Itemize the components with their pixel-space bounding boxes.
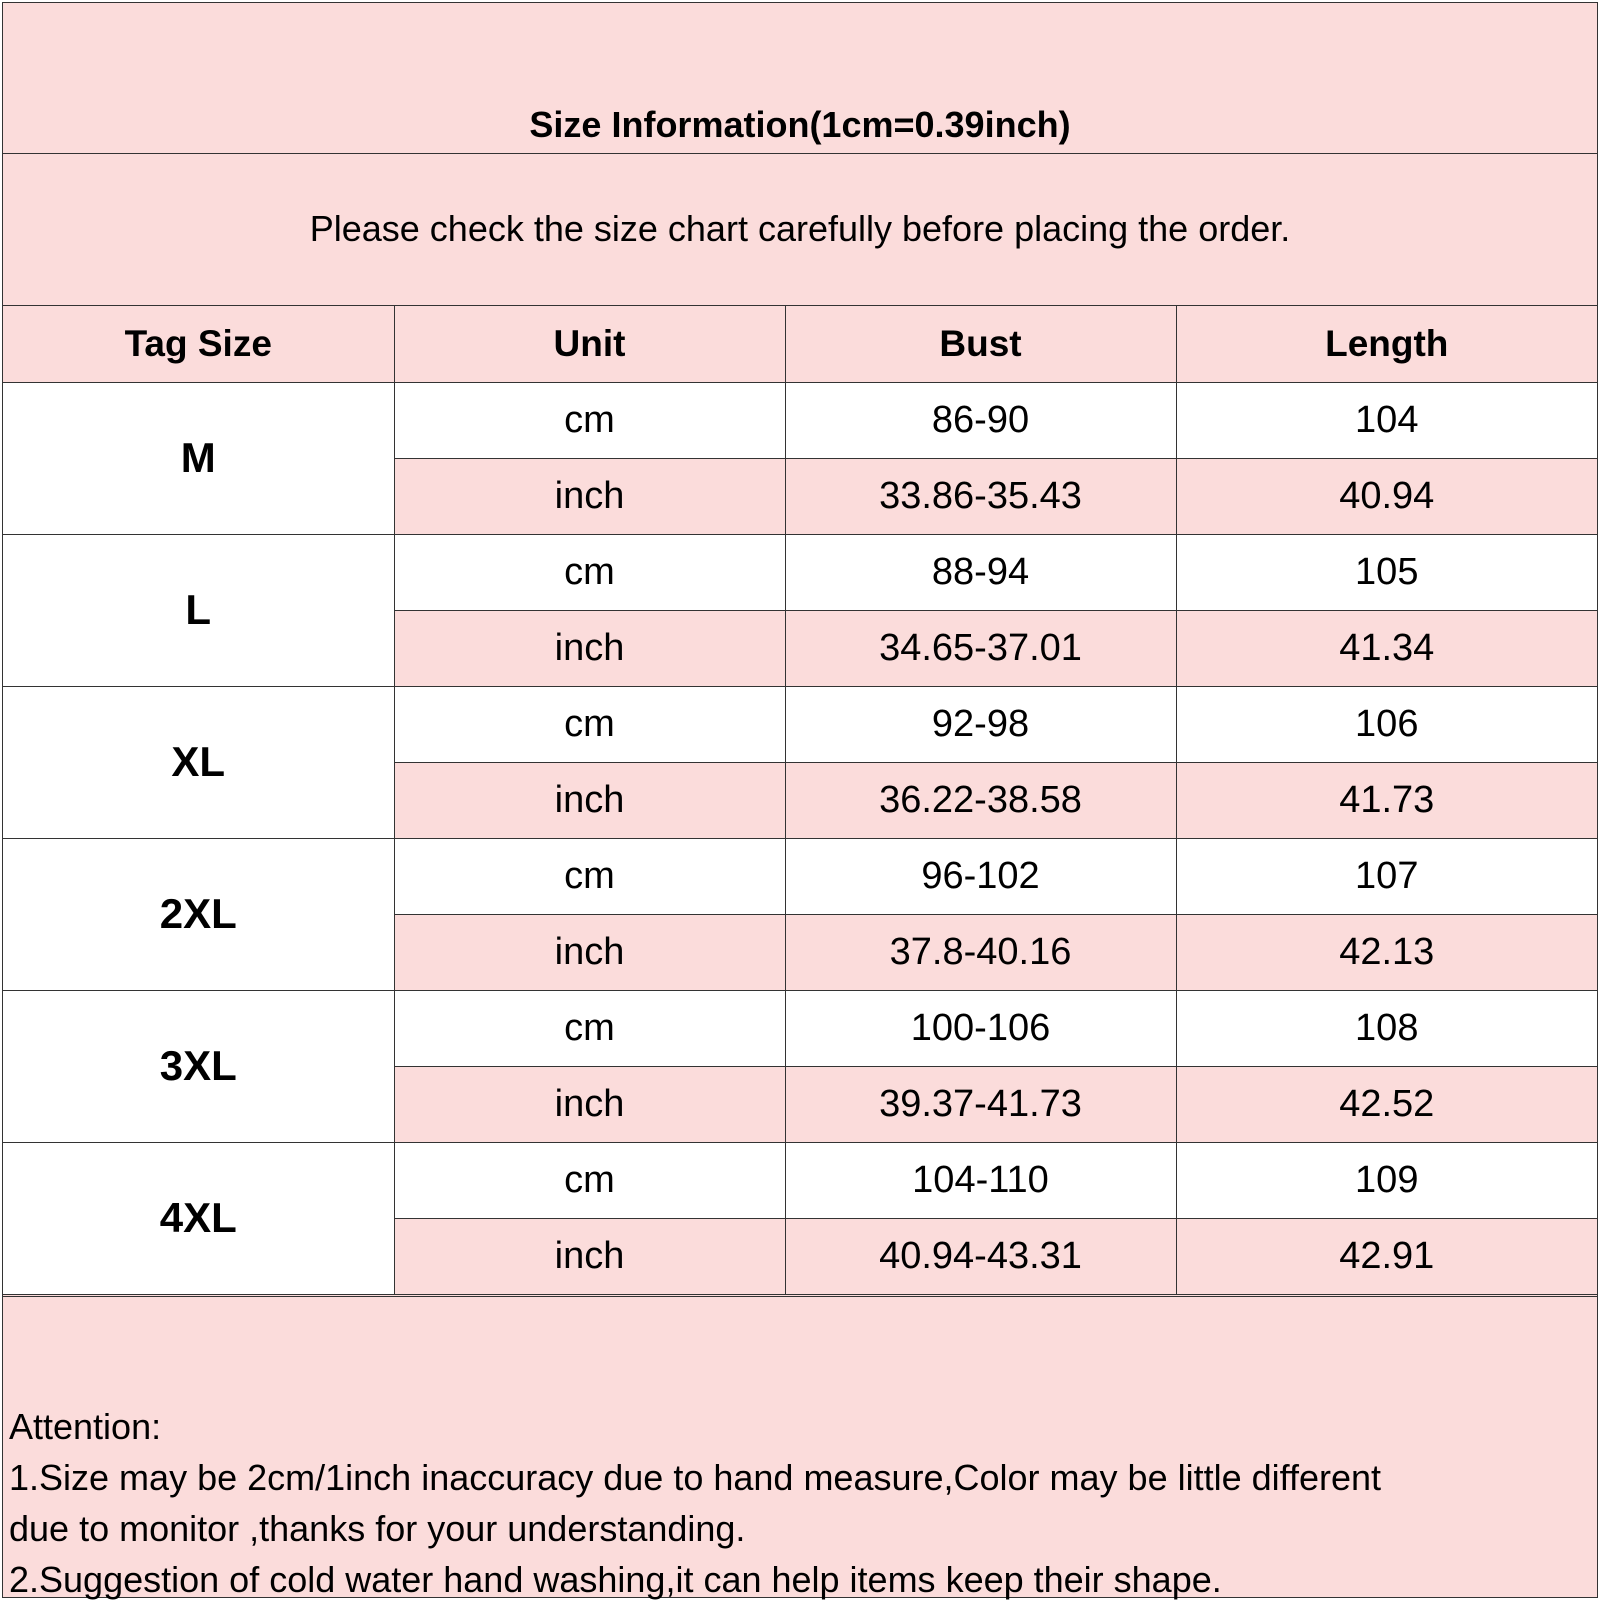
bust-cell: 39.37-41.73 — [785, 1066, 1176, 1142]
tag-size-cell: 3XL — [3, 990, 394, 1142]
unit-cell: inch — [394, 762, 785, 838]
length-cell: 108 — [1176, 990, 1597, 1066]
unit-cell: cm — [394, 838, 785, 914]
attention-notes — [9, 1401, 1589, 1605]
length-cell: 42.13 — [1176, 914, 1597, 990]
unit-cell: cm — [394, 990, 785, 1066]
bust-cell: 40.94-43.31 — [785, 1218, 1176, 1294]
attention-line-1a: 1.Size may be 2cm/1inch inaccuracy due to hand measure,Color may be little different — [9, 1457, 1382, 1498]
attention-heading: Attention: — [9, 1406, 162, 1447]
title-block — [3, 3, 1597, 154]
unit-cell: inch — [394, 914, 785, 990]
attention-line-1b: due to monitor ,thanks for your understanding. — [9, 1508, 746, 1549]
length-cell: 42.91 — [1176, 1218, 1597, 1294]
table-row — [3, 838, 1597, 914]
tag-size-cell: XL — [3, 686, 394, 838]
tag-size-cell: 2XL — [3, 838, 394, 990]
tag-size-cell: L — [3, 534, 394, 686]
bust-cell: 104-110 — [785, 1142, 1176, 1218]
bust-cell: 33.86-35.43 — [785, 458, 1176, 534]
table-row — [3, 990, 1597, 1066]
attention-line-2: 2.Suggestion of cold water hand washing,it can help items keep their shape. — [9, 1559, 1222, 1600]
tag-size-cell: 4XL — [3, 1142, 394, 1294]
chart-title: Size Information(1cm=0.39inch) — [529, 104, 1071, 145]
bust-cell: 92-98 — [785, 686, 1176, 762]
unit-cell: inch — [394, 610, 785, 686]
unit-cell: cm — [394, 686, 785, 762]
unit-cell: cm — [394, 1142, 785, 1218]
unit-cell: inch — [394, 458, 785, 534]
length-cell: 41.73 — [1176, 762, 1597, 838]
table-row — [3, 686, 1597, 762]
length-cell: 107 — [1176, 838, 1597, 914]
length-cell: 42.52 — [1176, 1066, 1597, 1142]
header-tag-size: Tag Size — [3, 306, 394, 382]
size-chart-sheet — [2, 2, 1598, 1598]
length-cell: 106 — [1176, 686, 1597, 762]
bust-cell: 34.65-37.01 — [785, 610, 1176, 686]
bust-cell: 37.8-40.16 — [785, 914, 1176, 990]
length-cell: 41.34 — [1176, 610, 1597, 686]
bust-cell: 96-102 — [785, 838, 1176, 914]
length-cell: 105 — [1176, 534, 1597, 610]
tag-size-cell: M — [3, 382, 394, 534]
table-row — [3, 382, 1597, 458]
unit-cell: cm — [394, 382, 785, 458]
length-cell: 104 — [1176, 382, 1597, 458]
table-row — [3, 534, 1597, 610]
notice-block — [3, 154, 1597, 306]
bust-cell: 86-90 — [785, 382, 1176, 458]
length-cell: 40.94 — [1176, 458, 1597, 534]
notice-text: Please check the size chart carefully before placing the order. — [309, 208, 1291, 249]
header-length: Length — [1176, 306, 1597, 382]
unit-cell: inch — [394, 1218, 785, 1294]
bust-cell: 100-106 — [785, 990, 1176, 1066]
header-bust: Bust — [785, 306, 1176, 382]
table-header-row — [3, 306, 1597, 382]
unit-cell: inch — [394, 1066, 785, 1142]
size-table — [3, 306, 1597, 1295]
header-unit: Unit — [394, 306, 785, 382]
bust-cell: 36.22-38.58 — [785, 762, 1176, 838]
attention-block — [3, 1296, 1597, 1600]
length-cell: 109 — [1176, 1142, 1597, 1218]
unit-cell: cm — [394, 534, 785, 610]
bust-cell: 88-94 — [785, 534, 1176, 610]
table-row — [3, 1142, 1597, 1218]
